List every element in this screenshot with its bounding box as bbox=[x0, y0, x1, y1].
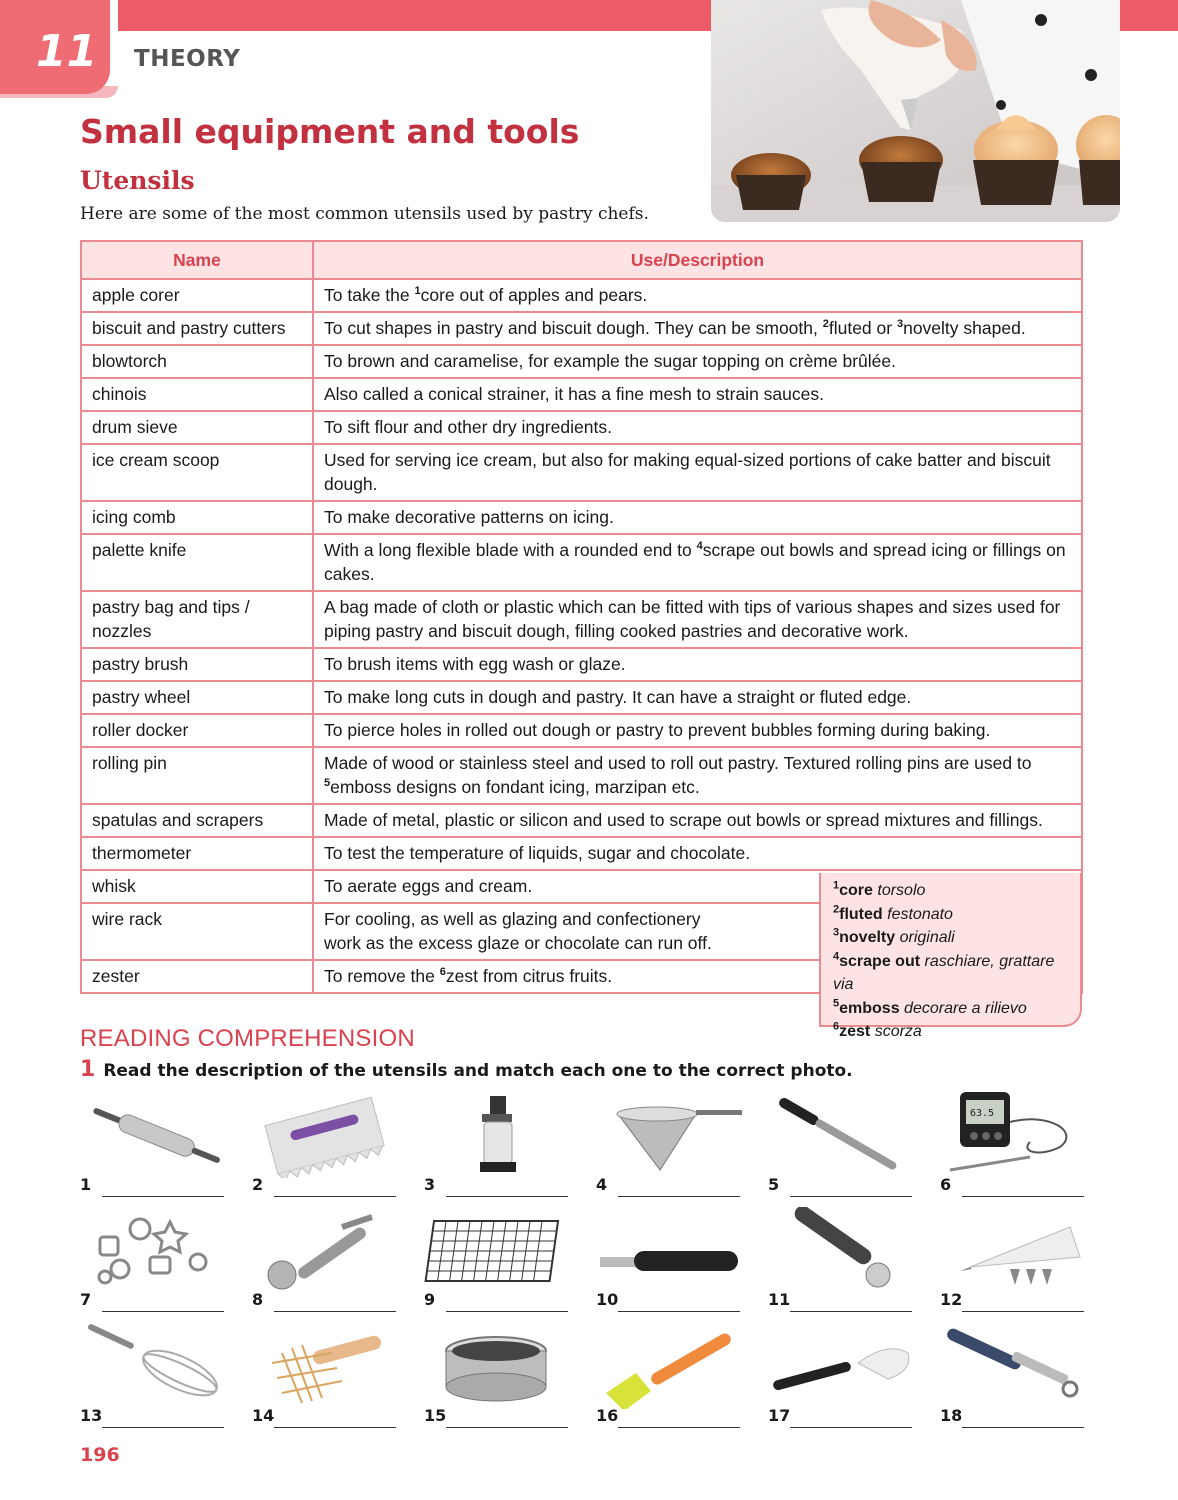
answer-line[interactable] bbox=[618, 1196, 740, 1197]
intro-text: Here are some of the most common utensils used by pastry chefs. bbox=[80, 204, 649, 224]
glossary-number: 3 bbox=[833, 926, 840, 939]
glossary-translation: originali bbox=[899, 929, 955, 946]
match-item bbox=[768, 1092, 918, 1204]
svg-text:63.5: 63.5 bbox=[970, 1108, 995, 1119]
subtitle: Utensils bbox=[80, 166, 195, 195]
utensil-name: thermometer bbox=[81, 837, 313, 870]
match-item bbox=[252, 1092, 402, 1204]
utensil-name: blowtorch bbox=[81, 345, 313, 378]
chef-piping-photo bbox=[711, 0, 1120, 222]
item-number: 10 bbox=[596, 1290, 619, 1309]
utensil-description bbox=[313, 279, 1082, 312]
utensil-description: A bag made of cloth or plastic which can be fitted with tips of various shapes and sizes used for piping pastry and biscuit dough, filling cooked pastries and decorative work. bbox=[313, 591, 1082, 648]
glossary-term: zest bbox=[839, 1023, 871, 1040]
glossary-number: 6 bbox=[833, 1020, 840, 1033]
pastry-bag-icon bbox=[940, 1207, 1090, 1293]
whisk-icon bbox=[80, 1323, 230, 1409]
item-number: 18 bbox=[940, 1406, 963, 1425]
item-number: 12 bbox=[940, 1290, 963, 1309]
table-row bbox=[81, 534, 1082, 591]
glossary-term: fluted bbox=[839, 905, 883, 923]
page-number: 196 bbox=[80, 1444, 120, 1466]
glossary-term: scrape out bbox=[839, 952, 921, 970]
utensil-description: To brown and caramelise, for example the sugar topping on crème brûlée. bbox=[313, 345, 1082, 378]
utensil-name: pastry bag and tips / nozzles bbox=[81, 591, 313, 648]
pastry-brush-icon bbox=[596, 1323, 746, 1409]
glossary-entry bbox=[833, 926, 1070, 950]
match-item bbox=[596, 1092, 746, 1204]
answer-line[interactable] bbox=[790, 1427, 912, 1428]
table-row bbox=[81, 501, 1082, 534]
utensil-name: zester bbox=[81, 960, 313, 993]
answer-line[interactable] bbox=[446, 1311, 568, 1312]
icing-comb-icon bbox=[252, 1092, 402, 1178]
glossary-entry bbox=[833, 997, 1070, 1021]
answer-line[interactable] bbox=[962, 1427, 1084, 1428]
table-row bbox=[81, 312, 1082, 345]
zester-icon bbox=[596, 1207, 746, 1293]
table-row bbox=[81, 804, 1082, 837]
item-number: 6 bbox=[940, 1175, 952, 1194]
answer-line[interactable] bbox=[446, 1427, 568, 1428]
header-name: Name bbox=[81, 241, 313, 279]
answer-line[interactable] bbox=[790, 1196, 912, 1197]
answer-line[interactable] bbox=[274, 1196, 396, 1197]
match-item bbox=[80, 1092, 230, 1204]
roller-docker-icon bbox=[252, 1323, 402, 1409]
item-number: 15 bbox=[424, 1406, 447, 1425]
header-description: Use/Description bbox=[313, 241, 1082, 279]
utensil-description: To cut shapes in pastry and biscuit dough. They can be smooth, $^2$fluted or $^3$novelty shaped. bbox=[313, 312, 1082, 345]
chinois-icon bbox=[596, 1092, 746, 1178]
utensil-description: To make decorative patterns on icing. bbox=[313, 501, 1082, 534]
glossary-term: emboss bbox=[839, 999, 900, 1017]
glossary-entry bbox=[833, 1020, 1070, 1044]
instruction-text: Read the description of the utensils and match each one to the correct photo. bbox=[103, 1061, 853, 1081]
glossary-translation: torsolo bbox=[877, 882, 926, 899]
answer-line[interactable] bbox=[962, 1311, 1084, 1312]
glossary-translation: festonato bbox=[887, 905, 953, 923]
utensil-description: Also called a conical strainer, it has a fine mesh to strain sauces. bbox=[313, 378, 1082, 411]
utensil-name: whisk bbox=[81, 870, 313, 903]
glossary-entry bbox=[833, 903, 1070, 927]
table-row bbox=[81, 444, 1082, 501]
utensil-name: ice cream scoop bbox=[81, 444, 313, 501]
answer-line[interactable] bbox=[790, 1311, 912, 1312]
section-label: THEORY bbox=[134, 46, 241, 72]
utensil-description: For cooling, as well as glazing and confectionery work as the excess glaze or chocolate can run off. bbox=[313, 903, 1082, 960]
utensil-name: palette knife bbox=[81, 534, 313, 591]
item-number: 11 bbox=[768, 1290, 791, 1309]
answer-line[interactable] bbox=[618, 1427, 740, 1428]
table-row bbox=[81, 279, 1082, 312]
chapter-number: 11 bbox=[36, 26, 98, 77]
utensil-description: Used for serving ice cream, but also for making equal-sized portions of cake batter and biscuit dough. bbox=[313, 444, 1082, 501]
match-item bbox=[940, 1323, 1090, 1435]
utensil-description: To pierce holes in rolled out dough or pastry to prevent bubbles forming during baking. bbox=[313, 714, 1082, 747]
table-row bbox=[81, 837, 1082, 870]
thermometer-icon bbox=[940, 1092, 1090, 1178]
cutters-icon bbox=[80, 1207, 230, 1293]
match-item bbox=[80, 1323, 230, 1435]
ice-cream-scoop-icon bbox=[252, 1207, 402, 1293]
match-item bbox=[80, 1207, 230, 1319]
spatula-icon bbox=[768, 1323, 918, 1409]
glossary-term: novelty bbox=[839, 929, 896, 946]
palette-knife-icon bbox=[768, 1092, 918, 1178]
utensil-description: To remove the $^6$zest from citrus fruits. bbox=[313, 960, 1082, 993]
desc-part: core out of apples and pears. bbox=[420, 285, 648, 305]
chapter-tab bbox=[0, 0, 110, 94]
desc-part: To take the bbox=[324, 285, 415, 305]
utensil-name: apple corer bbox=[81, 279, 313, 312]
match-item bbox=[252, 1323, 402, 1435]
apple-corer-icon bbox=[940, 1323, 1090, 1409]
utensil-name: pastry brush bbox=[81, 648, 313, 681]
drum-sieve-icon bbox=[424, 1323, 574, 1409]
item-number: 16 bbox=[596, 1406, 619, 1425]
glossary-number: 4 bbox=[833, 950, 840, 963]
glossary-number: 2 bbox=[833, 903, 840, 916]
item-number: 2 bbox=[252, 1175, 264, 1194]
utensil-name: biscuit and pastry cutters bbox=[81, 312, 313, 345]
item-number: 13 bbox=[80, 1406, 103, 1425]
utensil-name: icing comb bbox=[81, 501, 313, 534]
table-row bbox=[81, 747, 1082, 804]
blowtorch-icon bbox=[424, 1092, 574, 1178]
pastry-wheel-icon bbox=[768, 1207, 918, 1293]
glossary-entry bbox=[833, 879, 1070, 903]
answer-line[interactable] bbox=[962, 1196, 1084, 1197]
item-number: 5 bbox=[768, 1175, 780, 1194]
table-row bbox=[81, 681, 1082, 714]
utensil-description: To make long cuts in dough and pastry. It can have a straight or fluted edge. bbox=[313, 681, 1082, 714]
footnote-ref: 1 bbox=[414, 285, 421, 298]
page-title: Small equipment and tools bbox=[80, 112, 580, 151]
utensil-name: chinois bbox=[81, 378, 313, 411]
utensil-name: rolling pin bbox=[81, 747, 313, 804]
reading-comprehension-heading: READING COMPREHENSION bbox=[80, 1025, 415, 1052]
utensil-description: To test the temperature of liquids, sugar and chocolate. bbox=[313, 837, 1082, 870]
item-number: 4 bbox=[596, 1175, 608, 1194]
exercise-instruction bbox=[80, 1057, 853, 1082]
utensil-description: With a long flexible blade with a rounded end to $^4$scrape out bowls and spread icing or fillings on cakes. bbox=[313, 534, 1082, 591]
table-row bbox=[81, 591, 1082, 648]
utensil-description: To sift flour and other dry ingredients. bbox=[313, 411, 1082, 444]
glossary-term: core bbox=[839, 882, 873, 899]
utensil-name: wire rack bbox=[81, 903, 313, 960]
glossary-translation: raschiare, grattare via bbox=[833, 952, 1055, 993]
table-row bbox=[81, 411, 1082, 444]
answer-line[interactable] bbox=[102, 1427, 224, 1428]
table-row bbox=[81, 648, 1082, 681]
utensil-description: To aerate eggs and cream. bbox=[313, 870, 1082, 903]
answer-line[interactable] bbox=[274, 1427, 396, 1428]
item-number: 17 bbox=[768, 1406, 791, 1425]
match-item bbox=[424, 1207, 574, 1319]
table-row bbox=[81, 378, 1082, 411]
match-item bbox=[252, 1207, 402, 1319]
glossary-entry bbox=[833, 950, 1070, 997]
match-item bbox=[940, 1092, 1090, 1204]
item-number: 14 bbox=[252, 1406, 275, 1425]
item-number: 8 bbox=[252, 1290, 264, 1309]
item-number: 7 bbox=[80, 1290, 92, 1309]
item-number: 3 bbox=[424, 1175, 436, 1194]
match-item bbox=[424, 1092, 574, 1204]
utensil-name: spatulas and scrapers bbox=[81, 804, 313, 837]
rolling-pin-icon bbox=[80, 1092, 230, 1178]
glossary-translation: scorza bbox=[874, 1023, 922, 1040]
glossary-number: 1 bbox=[833, 879, 840, 892]
utensil-name: pastry wheel bbox=[81, 681, 313, 714]
table-row bbox=[81, 714, 1082, 747]
table-row bbox=[81, 345, 1082, 378]
answer-line[interactable] bbox=[102, 1311, 224, 1312]
match-item bbox=[596, 1323, 746, 1435]
match-item bbox=[596, 1207, 746, 1319]
utensil-description: Made of wood or stainless steel and used to roll out pastry. Textured rolling pins are used to $^5$emboss designs on fondant icing, marzipan etc. bbox=[313, 747, 1082, 804]
glossary-number: 5 bbox=[833, 997, 840, 1010]
table-header-row bbox=[81, 241, 1082, 279]
answer-line[interactable] bbox=[274, 1311, 396, 1312]
utensil-name: drum sieve bbox=[81, 411, 313, 444]
answer-line[interactable] bbox=[446, 1196, 568, 1197]
match-item bbox=[768, 1207, 918, 1319]
answer-line[interactable] bbox=[102, 1196, 224, 1197]
item-number: 1 bbox=[80, 1175, 92, 1194]
match-item bbox=[940, 1207, 1090, 1319]
item-number: 9 bbox=[424, 1290, 436, 1309]
glossary-translation: decorare a rilievo bbox=[904, 999, 1027, 1017]
answer-line[interactable] bbox=[618, 1311, 740, 1312]
utensil-description: To brush items with egg wash or glaze. bbox=[313, 648, 1082, 681]
utensil-description: Made of metal, plastic or silicon and used to scrape out bowls or spread mixtures and fillings. bbox=[313, 804, 1082, 837]
match-item bbox=[424, 1323, 574, 1435]
exercise-number: 1 bbox=[80, 1057, 96, 1082]
utensil-name: roller docker bbox=[81, 714, 313, 747]
glossary-box bbox=[819, 873, 1082, 1040]
wire-rack-icon bbox=[424, 1207, 574, 1293]
match-item bbox=[768, 1323, 918, 1435]
